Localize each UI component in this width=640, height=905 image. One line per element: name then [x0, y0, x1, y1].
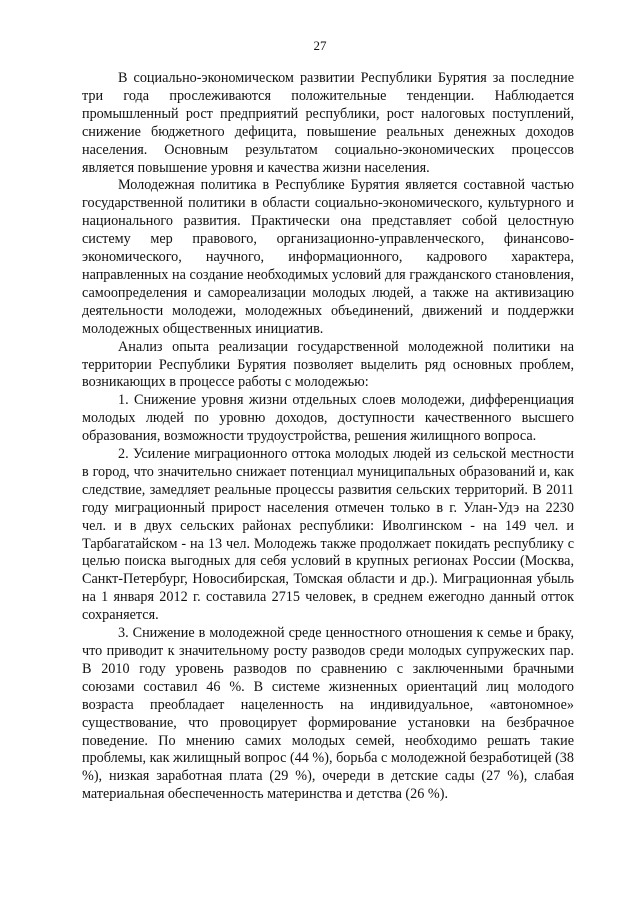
page-number: 27: [313, 38, 327, 53]
document-body: [82, 70, 574, 804]
paragraph-youth-policy: Молодежная политика в Республике Бурятия является составной частью государственной политики в области социально-экономического, культурного и национального развития. Практически она представляет собой целостную систему мер правового, организационно-управленческого, финансово-экономического, научного, информационного, кадрового характера, направленных на создание необходимых условий для гражданского становления, самоопределения и самореализации молодых людей, а также на активизацию деятельности молодежи, молодежных объединений, движений и поддержки молодежных общественных инициатив.: [82, 177, 574, 337]
paragraph-intro: В социально-экономическом развитии Республики Бурятия за последние три года прослеживаются положительные тенденции. Наблюдается промышленный рост предприятий республики, рост налоговых поступлений, снижение бюджетного дефицита, повышение реальных денежных доходов населения. Основным результатом социально-экономических процессов является повышение уровня и качества жизни населения.: [82, 70, 574, 176]
paragraph-problem-1: 1. Снижение уровня жизни отдельных слоев молодежи, дифференциация молодых людей по уровню доходов, доступности качественного высшего образования, возможности трудоустройства, решения жилищного вопроса.: [82, 392, 574, 445]
paragraph-analysis: Анализ опыта реализации государственной молодежной политики на территории Республики Бурятия позволяет выделить ряд основных проблем, возникающих в процессе работы с молодежью:: [82, 338, 574, 391]
paragraph-problem-3: 3. Снижение в молодежной среде ценностного отношения к семье и браку, что приводит к значительному росту разводов среди молодых супружеских пар. В 2010 году уровень разводов по сравнению с заключенными брачными союзами составил 46 %. В системе жизненных ориентаций лиц молодого возраста преобладает нацеленность на индивидуальное, «автономное» существование, что провоцирует формирование установки на безбрачное поведение. По мнению самих молодых семей, необходимо решать такие проблемы, как жилищный вопрос (44 %), борьба с молодежной безработицей (38 %), низкая заработная плата (29 %), очереди в детские сады (27 %), слабая материальная обеспеченность материнства и детства (26 %).: [82, 625, 574, 803]
paragraph-problem-2: 2. Усиление миграционного оттока молодых людей из сельской местности в город, что значительно снижает потенциал муниципальных образований и, как следствие, замедляет реальные процессы развития сельских территорий. В 2011 году миграционный прирост населения отмечен только в г. Улан-Удэ на 2230 чел. и в двух сельских районах республики: Иволгинском - на 149 чел. и Тарбагатайском - на 13 чел. Молодежь также продолжает покидать республику с целью поиска выгодных для себя условий в крупных регионах России (Москва, Санкт-Петербург, Новосибирская, Томская области и др.). Миграционная убыль на 1 января 2012 г. составила 2715 человек, в среднем ежегодно данный отток сохраняется.: [82, 446, 574, 624]
